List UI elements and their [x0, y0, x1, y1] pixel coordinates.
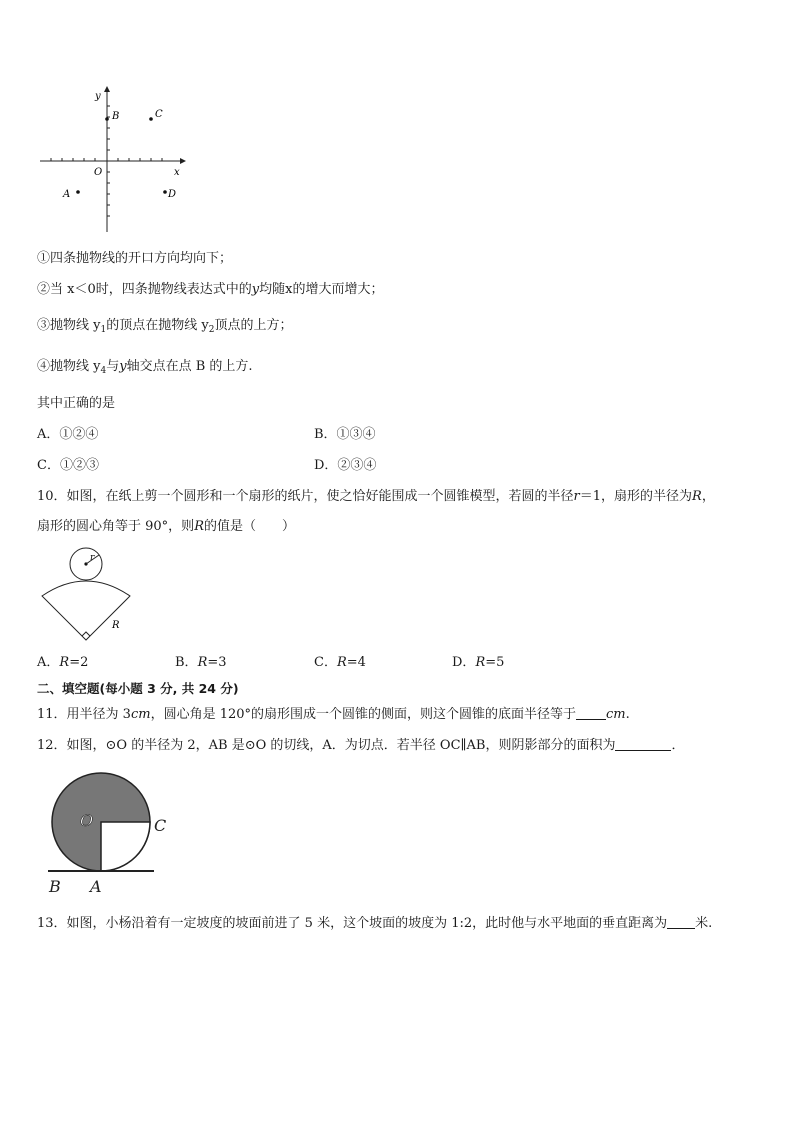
label-a: A	[90, 877, 102, 896]
statement-4-y: y	[119, 359, 127, 374]
point-b-label: B	[112, 111, 120, 122]
q11	[37, 706, 630, 724]
statement-3-text-b: 的顶点在抛物线 y	[106, 318, 209, 333]
statement-4-text-c: 轴交点在点 B 的上方.	[126, 359, 253, 374]
statement-3-sub2: 2	[208, 325, 215, 335]
q10-option-a[interactable]	[37, 654, 88, 672]
q13	[37, 915, 712, 933]
q13-answer-blank[interactable]	[667, 915, 695, 929]
q10-option-a-var: R	[59, 655, 70, 670]
point-d-label: D	[168, 189, 177, 200]
q11-unit-2: cm	[606, 707, 626, 722]
section-2-heading: 二、填空题(每小题 3 分, 共 24 分)	[37, 681, 239, 696]
q11-text-b: ，圆心角是 120°的扇形围成一个圆锥的侧面，则这个圆锥的底面半径等于	[150, 707, 577, 722]
point-d	[163, 190, 167, 194]
statement-4	[37, 358, 253, 380]
x-axis-label: x	[174, 167, 180, 178]
q10-text-a: 10．如图，在纸上剪一个圆形和一个扇形的纸片，使之恰好能围成一个圆锥模型，若圆的半径	[37, 489, 574, 504]
statement-4-text-a: ④抛物线 y	[37, 359, 101, 374]
q10-line-1	[37, 488, 715, 506]
statement-3-text-c: 顶点的上方；	[214, 318, 293, 333]
r-label: r	[90, 553, 95, 563]
q10-text-d: 扇形的圆心角等于 90°，则	[37, 519, 195, 534]
q9-prompt-text: 其中正确的是	[37, 396, 116, 411]
q9-option-c[interactable]: C．①②③	[37, 458, 99, 473]
q10-option-c-var: R	[336, 655, 347, 670]
statement-2-text-c: 的增大而增大；	[292, 282, 384, 297]
label-o: O	[80, 811, 94, 830]
q10-text-c: ，	[701, 489, 715, 504]
statement-2-text-a: ②当 x＜0时，四条抛物线表达式中的	[37, 282, 252, 297]
q11-text-a: 11．用半径为 3	[37, 707, 131, 722]
q10-option-d-prefix: D．	[452, 655, 476, 670]
tangent-circle-figure	[44, 772, 174, 898]
statement-2-x: x	[285, 282, 293, 297]
point-a	[76, 190, 80, 194]
q10-text-b: ＝1，扇形的半径为	[579, 489, 693, 504]
label-c: C	[154, 816, 167, 835]
q11-unit-1: cm	[130, 707, 151, 722]
R-label: R	[112, 620, 120, 631]
cone-net-figure	[38, 546, 138, 646]
q13-text: 13．如图，小杨沿着有一定坡度的坡面前进了 5 米，这个坡面的坡度为 1:2，此时他与水平地面的垂直距离为	[37, 916, 668, 931]
q12	[37, 737, 684, 755]
q10-option-d-var: R	[475, 655, 486, 670]
statement-2-y: y	[251, 282, 260, 297]
coordinate-figure	[36, 86, 186, 236]
y-axis-arrow	[104, 86, 110, 92]
q10-option-c-prefix: C．	[314, 655, 337, 670]
statement-3-sub1: 1	[100, 325, 107, 335]
q10-option-b-value: =3	[207, 655, 227, 670]
q10-option-c-value: =4	[346, 655, 366, 670]
statement-3-text-a: ③抛物线 y	[37, 318, 101, 333]
q12-end: ．	[671, 738, 685, 753]
q9-option-d[interactable]: D．②③④	[314, 458, 377, 473]
origin-label: O	[94, 167, 103, 178]
label-b: B	[49, 877, 61, 896]
statement-2-text-b: 均随	[259, 282, 286, 297]
q9-option-b[interactable]: B．①③④	[314, 427, 376, 442]
statement-3	[37, 317, 292, 339]
q11-text-c: .	[625, 707, 630, 722]
q10-text-e: 的值是（ ）	[203, 519, 295, 534]
q10-line-2	[37, 518, 295, 536]
q10-option-a-value: =2	[69, 655, 89, 670]
statement-2	[37, 281, 383, 299]
point-c-label: C	[155, 109, 163, 120]
q10-option-b-prefix: B．	[175, 655, 198, 670]
statement-4-sub: 4	[100, 366, 107, 376]
unshaded-quarter	[101, 822, 150, 871]
q9-option-a[interactable]: A．①②④	[37, 427, 99, 442]
x-axis-arrow	[180, 158, 186, 164]
statement-1-text: ①四条抛物线的开口方向均向下；	[37, 251, 233, 266]
q10-option-b-var: R	[197, 655, 208, 670]
q10-option-d-value: =5	[485, 655, 505, 670]
statement-4-text-b: 与	[106, 359, 120, 374]
y-axis-label: y	[95, 91, 101, 102]
point-b	[105, 117, 109, 121]
statement-1	[37, 250, 232, 268]
q13-end: 米.	[695, 916, 713, 931]
q10-option-c[interactable]	[314, 654, 366, 672]
q10-option-a-prefix: A．	[37, 655, 60, 670]
q10-R-2: R	[194, 519, 204, 534]
q10-option-b[interactable]	[175, 654, 227, 672]
q10-R: R	[692, 489, 702, 504]
q10-option-d[interactable]	[452, 654, 504, 672]
q12-answer-blank[interactable]	[615, 737, 671, 751]
point-a-label: A	[63, 189, 71, 200]
q11-answer-blank[interactable]	[576, 706, 606, 720]
sector	[42, 581, 130, 640]
point-c	[149, 117, 153, 121]
q9-prompt	[37, 395, 115, 413]
q12-text: 12．如图，⊙O 的半径为 2，AB 是⊙O 的切线，A．为切点．若半径 OC∥AB，则阴影部分的面积为	[37, 738, 616, 753]
q10-r: r	[573, 489, 580, 504]
